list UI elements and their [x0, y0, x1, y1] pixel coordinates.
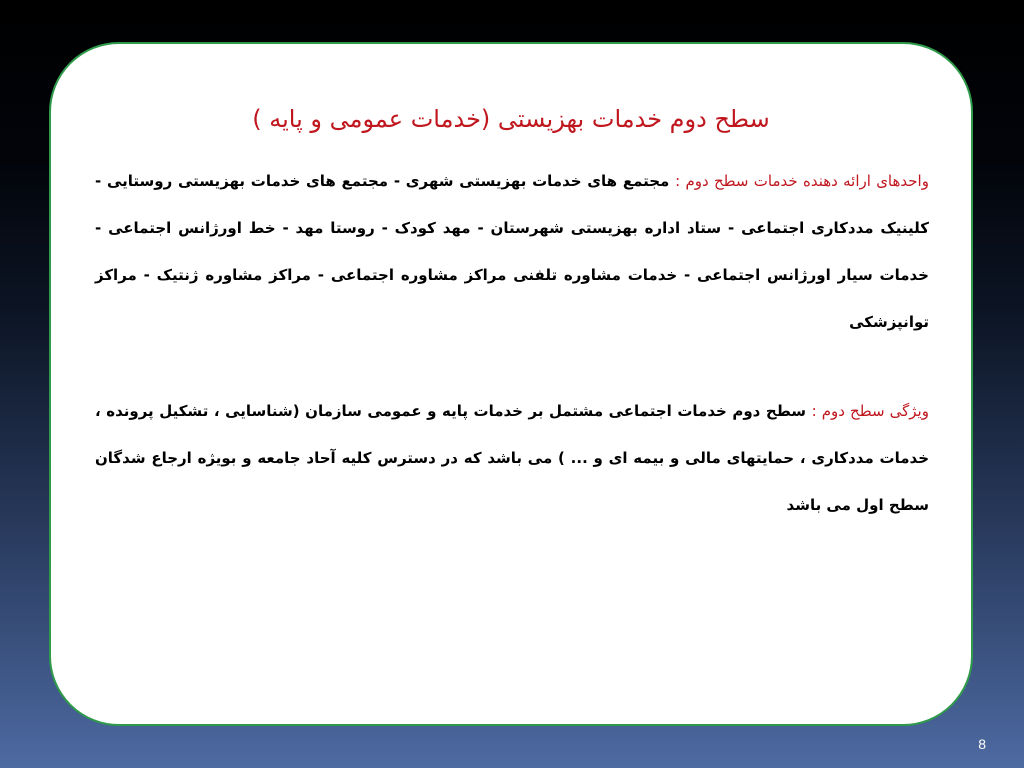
page-number: 8 — [978, 736, 986, 752]
paragraph-service-units — [95, 158, 929, 346]
slide-card — [49, 42, 973, 726]
paragraph-service-units-lead: واحدهای ارائه دهنده خدمات سطح دوم : — [675, 172, 929, 190]
paragraph-service-units-body: مجتمع های خدمات بهزیستی شهری - مجتمع های خدمات بهزیستی روستایی - کلینیک مددکاری اجتماعی - ستاد اداره بهزیستی شهرستان - مهد کودک - روستا مهد - خط اورژانس اجتماعی - خدمات سیار اورژانس اجتماعی - خدمات مشاوره تلفنی مراکز مشاوره اجتماعی - مراکز مشاوره ژنتیک - مراکز توانپزشکی — [95, 172, 929, 331]
paragraph-level-features-lead: ویژگی سطح دوم : — [811, 402, 929, 420]
paragraph-level-features-body: سطح دوم خدمات اجتماعی مشتمل بر خدمات پایه و عمومی سازمان (شناسایی ، تشکیل پرونده ، خدمات مددکاری ، حمایتهای مالی و بیمه ای و ... ) می باشد که در دسترس کلیه آحاد جامعه و بویژه ارجاع شدگان سطح اول می باشد — [95, 402, 929, 514]
paragraph-level-features — [95, 388, 929, 529]
slide-title: سطح دوم خدمات بهزیستی (خدمات عمومی و پایه ) — [252, 105, 770, 133]
